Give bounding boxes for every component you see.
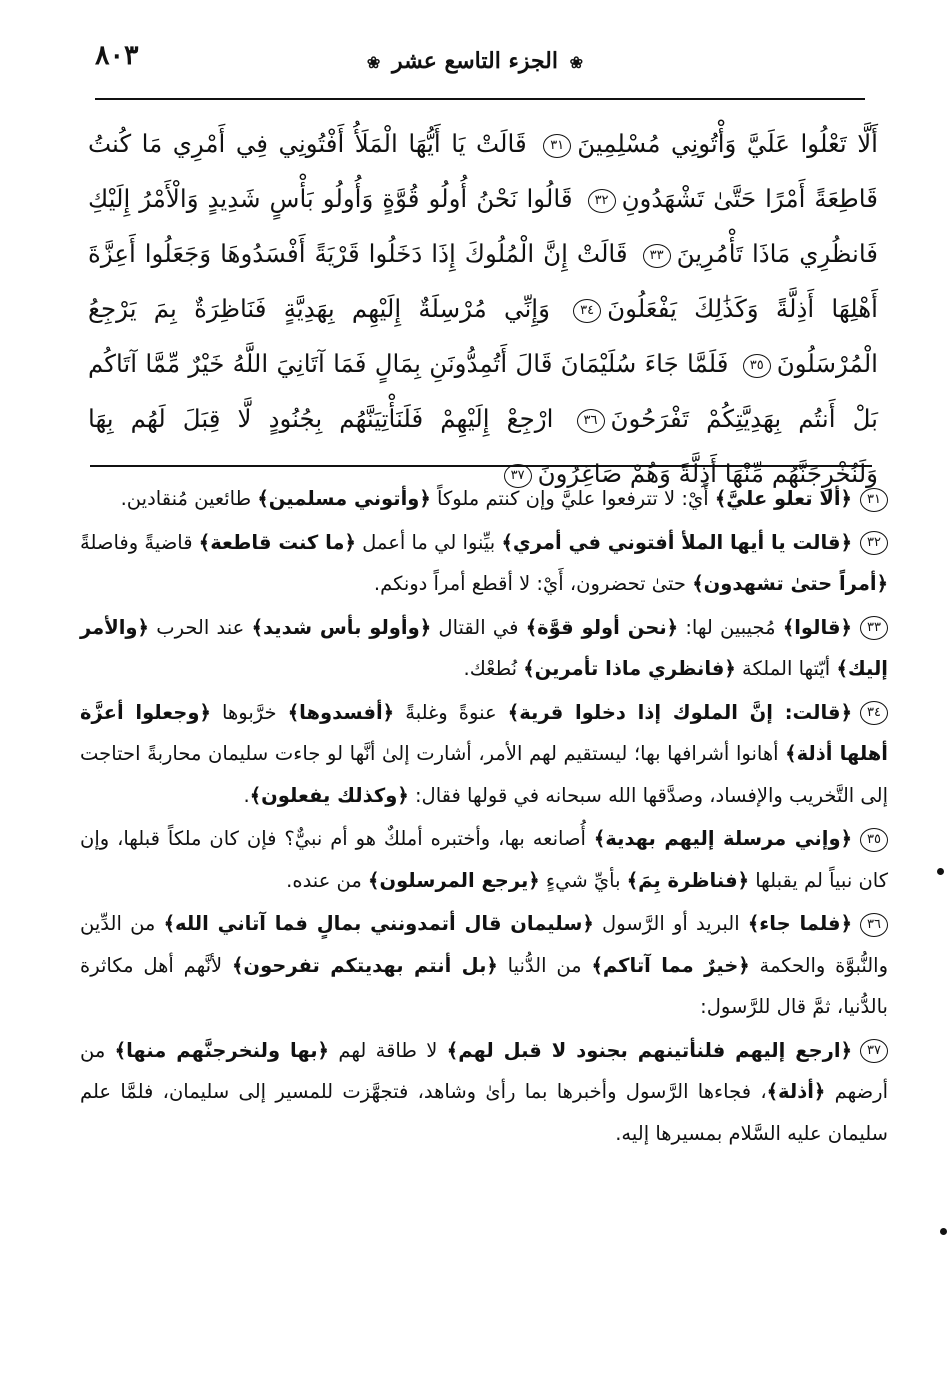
commentary-text: عند الحرب	[148, 615, 252, 639]
commentary-verse-number: ٣٧	[860, 1039, 888, 1063]
quoted-verse: ﴿فانظري ماذا تأمرين﴾	[523, 657, 736, 680]
quoted-verse: ﴿قالت: إنَّ الملوك إذا دخلوا قرية﴾	[507, 700, 852, 724]
margin-dot-icon	[940, 1228, 947, 1235]
commentary-entry	[80, 818, 888, 901]
commentary-verse-number: ٣١	[860, 488, 888, 512]
commentary-text: عنوةً وغلبةً	[394, 700, 508, 724]
verse-text: فَلَمَّا جَاءَ سُلَيْمَانَ قَالَ أَتُمِدُّونَنِ بِمَالٍ فَمَا آتَانِيَ اللَّهُ خَيْرٌ مِّمَّا آتَاكُم بَلْ أَنتُم بِهَدِيَّتِكُمْ تَفْرَحُونَ	[88, 349, 879, 433]
commentary-verse-number: ٣٦	[860, 913, 888, 937]
verse-text: وَإِنِّي مُرْسِلَةٌ إِلَيْهِم بِهَدِيَّةٍ فَنَاظِرَةٌ بِمَ يَرْجِعُ الْمُرْسَلُونَ	[88, 294, 878, 378]
commentary-text: أَيْ: لا تترفعوا عليَّ وإن كنتم ملوكاً	[430, 487, 715, 510]
commentary-text: من أرضهم	[80, 1038, 888, 1103]
commentary-entry	[80, 903, 888, 1028]
commentary-text: أُصانعه بها، وأختبره أملكٌ هو أم نبيٌّ؟ فإن كان ملكاً قبلها، وإن كان نبياً لم يقبلها	[80, 827, 888, 892]
quran-verses	[88, 116, 878, 501]
commentary-text: طائعين مُنقادين.	[120, 487, 258, 510]
commentary-text: لأنَّهم أهل مكاثرة بالدُّنيا، ثمَّ قال للرَّسول:	[80, 953, 888, 1018]
commentary-text: بأيِّ شيءٍ	[539, 868, 627, 892]
commentary-verse-number: ٣٢	[860, 531, 888, 555]
quoted-verse: ﴿نحن أولو قوَّة﴾	[525, 615, 679, 639]
commentary-text: حتىٰ تحضرون، أَيْ: لا أقطع أمراً دونكم.	[373, 572, 693, 595]
commentary-text: قاضيةً وفاصلةً	[80, 530, 199, 554]
commentary-text: نُطعْك.	[463, 657, 524, 680]
verse-text: قَالُوا نَحْنُ أُولُو قُوَّةٍ وَأُولُو بَأْسٍ شَدِيدٍ وَالْأَمْرُ إِلَيْكِ فَانظُرِي مَاذَا تَأْمُرِينَ	[88, 184, 879, 268]
commentary-text: من عنده.	[286, 868, 369, 892]
running-title	[0, 48, 950, 74]
verse-text: ارْجِعْ إِلَيْهِمْ فَلَنَأْتِيَنَّهُم بِجُنُودٍ لَّا قِبَلَ لَهُم بِهَا وَلَنُخْرِجَنَّهُم مِّنْهَا أَذِلَّةً وَهُمْ صَاغِرُونَ	[88, 404, 878, 488]
quoted-verse: ﴿فناظرة بِمَ﴾	[626, 868, 750, 892]
quoted-verse: ﴿ارجع إليهم فلنأتينهم بجنود لا قبل لهم﴾	[446, 1038, 852, 1062]
quoted-verse: ﴿أذلة﴾	[766, 1080, 826, 1103]
verse-number: ٣٥	[743, 354, 771, 378]
quoted-verse: ﴿بل أنتم بهديتكم تفرحون﴾	[232, 953, 498, 977]
commentary-verse-number: ٣٣	[860, 616, 888, 640]
commentary-verse-number: ٣٥	[860, 828, 888, 852]
commentary-text: خرَّبوها	[210, 700, 288, 724]
quoted-verse: ﴿ألا تعلو عليَّ﴾	[714, 487, 852, 510]
commentary-text: مُجيبين لها:	[678, 615, 783, 639]
commentary-text: .	[243, 783, 250, 807]
quoted-verse: ﴿وكذلك يفعلون﴾	[249, 783, 409, 807]
quoted-verse: ﴿قالت يا أيها الملأ أفتوني في أمري﴾	[501, 530, 852, 554]
verse-number: ٣٧	[504, 464, 532, 488]
commentary-text: أيّتها الملكة	[735, 657, 837, 680]
quoted-verse: ﴿سليمان قال أتمدونني بمالٍ فما آتاني الله﴾	[163, 912, 594, 935]
commentary-entry	[80, 1030, 888, 1155]
commentary	[80, 478, 888, 1156]
quoted-verse: ﴿أمراً حتىٰ تشهدون﴾	[692, 572, 888, 595]
section-divider	[90, 465, 872, 467]
quoted-verse: ﴿يرجع المرسلون﴾	[368, 868, 540, 892]
quoted-verse: ﴿ما كنت قاطعة﴾	[198, 530, 356, 554]
commentary-entry	[80, 607, 888, 690]
quoted-verse: ﴿بها ولنخرجنَّهم منها﴾	[114, 1038, 329, 1062]
commentary-verse-number: ٣٤	[860, 701, 888, 725]
commentary-text: ، فجاءها الرَّسول وأخبرها بما رأىٰ وشاهد، فتجهَّزت للمسير إلى سليمان، فلمَّا علم سليمان عليه السَّلام بمسيرها إليه.	[80, 1080, 888, 1145]
ornament-right-icon: ❀	[569, 53, 584, 72]
quoted-verse: ﴿خيرٌ مما آتاكم﴾	[591, 953, 750, 977]
verse-text: قَالَتْ يَا أَيُّهَا الْمَلَأُ أَفْتُونِي فِي أَمْرِي مَا كُنتُ قَاطِعَةً أَمْرًا حَتَّىٰ تَشْهَدُونِ	[88, 129, 878, 213]
quoted-verse: ﴿وإني مرسلة إليهم بهدية﴾	[593, 827, 852, 850]
commentary-entry	[80, 522, 888, 605]
verse-number: ٣١	[543, 134, 571, 158]
quoted-verse: ﴿وجعلوا أعزَّة أهلها أذلة﴾	[80, 700, 888, 765]
header-rule	[95, 98, 865, 100]
quoted-verse: ﴿فلما جاء﴾	[747, 912, 852, 935]
quoted-verse: ﴿قالوا﴾	[782, 615, 852, 639]
commentary-text: بيِّنوا لي ما أعمل	[355, 530, 502, 554]
verse-number: ٣٣	[643, 244, 671, 268]
commentary-text: من الدِّين والنُّبوَّة والحكمة	[80, 912, 888, 977]
verse-text: أَلَّا تَعْلُوا عَلَيَّ وَأْتُونِي مُسْلِمِينَ	[577, 129, 878, 158]
quoted-verse: ﴿وأتوني مسلمين﴾	[257, 487, 431, 510]
commentary-text: من الدُّنيا	[497, 953, 592, 977]
commentary-text: البريد أو الرَّسول	[593, 912, 748, 935]
commentary-entry	[80, 478, 888, 520]
quoted-verse: ﴿والأمر إليك﴾	[80, 615, 888, 680]
ornament-left-icon: ❀	[366, 53, 381, 72]
running-title-text: الجزء التاسع عشر	[391, 48, 558, 74]
verse-text: قَالَتْ إِنَّ الْمُلُوكَ إِذَا دَخَلُوا قَرْيَةً أَفْسَدُوهَا وَجَعَلُوا أَعِزَّةَ أَهْلِهَا أَذِلَّةً وَكَذَٰلِكَ يَفْعَلُونَ	[88, 239, 878, 323]
commentary-text: أهانوا أشرافها بها؛ ليستقيم لهم الأمر، أشارت إلىٰ أنَّها لو جاءت سليمان محاربةً احتاجت إلى التَّخريب والإفساد، وصدَّقها الله سبحانه في قولها فقال:	[80, 742, 888, 807]
quoted-verse: ﴿وأولو بأس شديد﴾	[251, 615, 432, 639]
commentary-text: لا طاقة لهم	[328, 1038, 447, 1062]
verse-number: ٣٢	[588, 189, 616, 213]
commentary-entry	[80, 692, 888, 817]
verse-number: ٣٤	[573, 299, 601, 323]
verse-number: ٣٦	[577, 409, 605, 433]
page-number: ٨٠٣	[95, 40, 139, 71]
margin-dot-icon	[937, 868, 944, 875]
quoted-verse: ﴿أفسدوها﴾	[287, 700, 395, 724]
commentary-text: في القتال	[431, 615, 526, 639]
